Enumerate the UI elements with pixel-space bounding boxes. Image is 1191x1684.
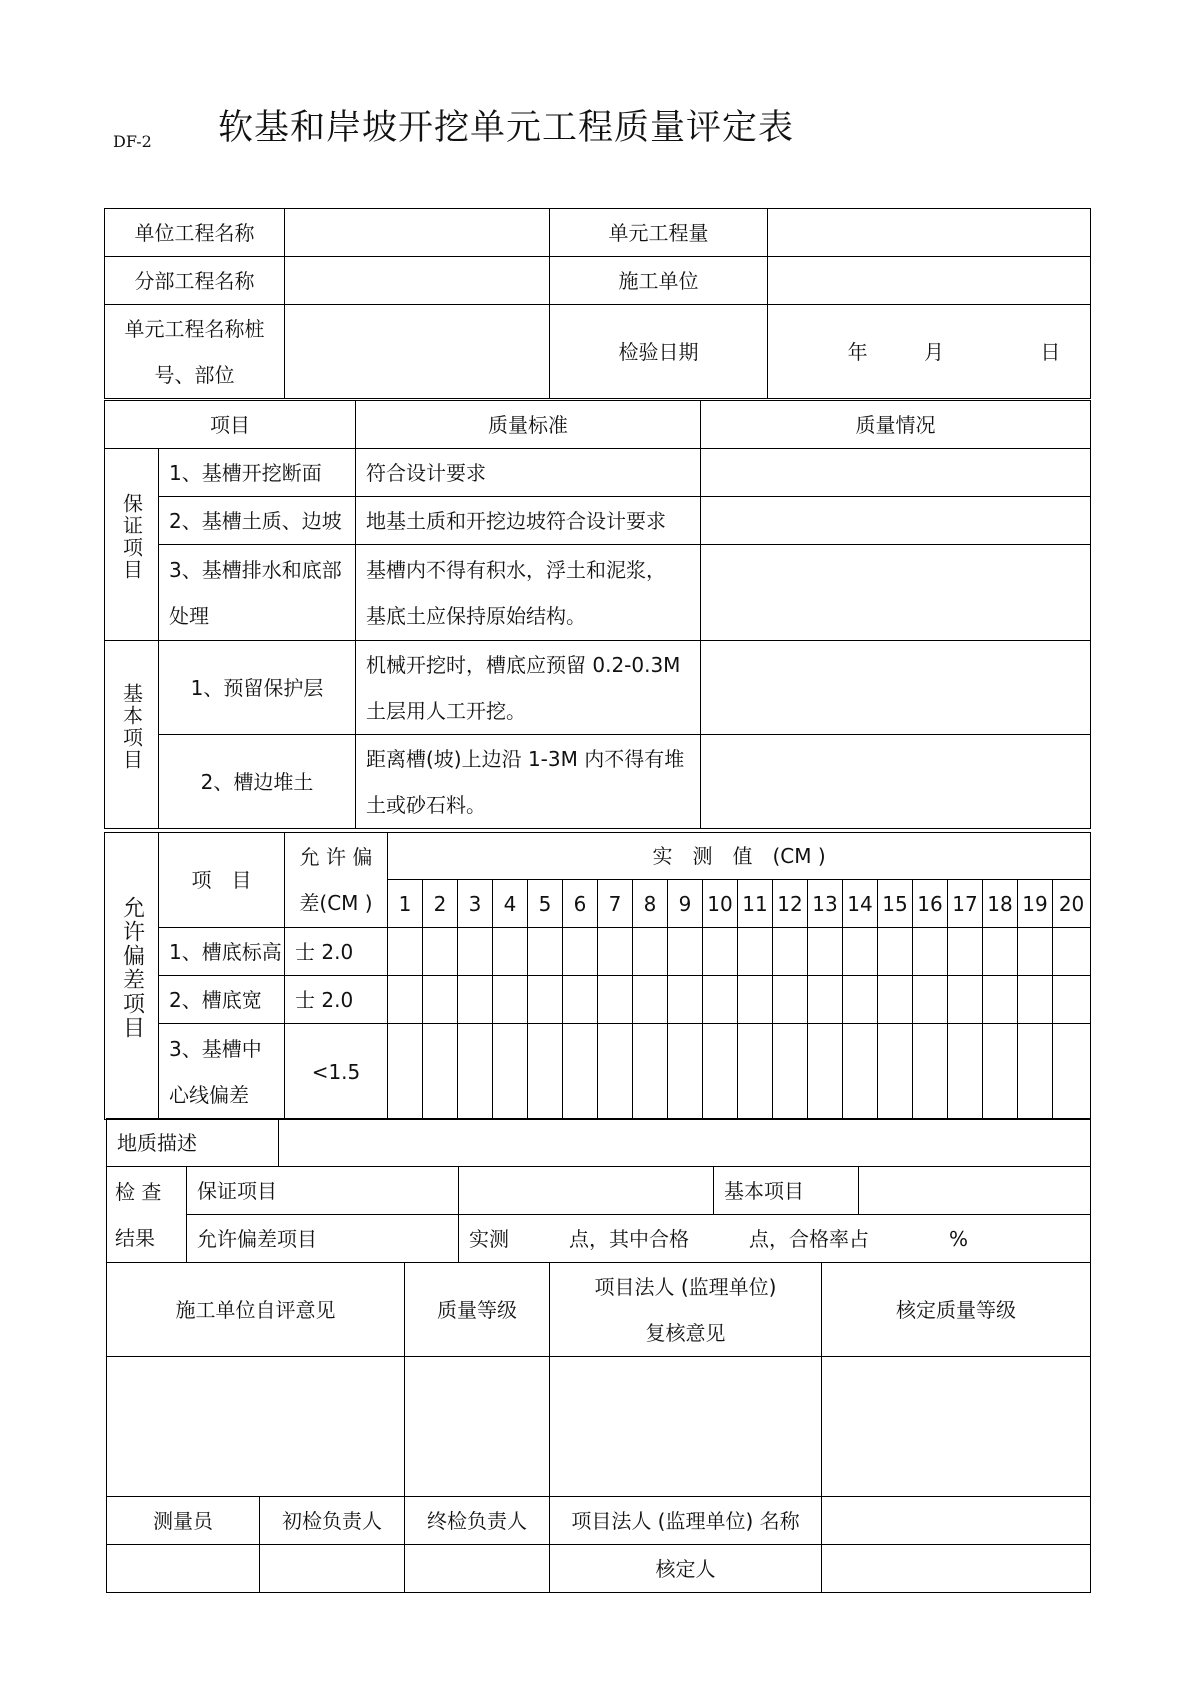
measure-cell[interactable] bbox=[808, 928, 843, 976]
measure-cell[interactable] bbox=[948, 1024, 983, 1120]
measure-cell[interactable] bbox=[493, 928, 528, 976]
criteria-col-standard: 质量标准 bbox=[356, 401, 701, 449]
measure-cell[interactable] bbox=[598, 928, 633, 976]
unit-name-value[interactable] bbox=[285, 305, 550, 399]
construction-unit-value[interactable] bbox=[768, 257, 1091, 305]
measure-cell[interactable] bbox=[878, 928, 913, 976]
quality-grade-label: 质量等级 bbox=[405, 1263, 550, 1357]
self-eval-value[interactable] bbox=[107, 1357, 405, 1497]
measure-number: 19 bbox=[1018, 880, 1053, 928]
guarantee-standard-1: 符合设计要求 bbox=[356, 449, 701, 497]
deviation-col-item: 项 目 bbox=[159, 833, 285, 928]
self-eval-label: 施工单位自评意见 bbox=[107, 1263, 405, 1357]
inspection-date-label: 检验日期 bbox=[550, 305, 768, 399]
measure-cell[interactable] bbox=[1018, 1024, 1053, 1120]
measure-cell[interactable] bbox=[668, 1024, 703, 1120]
measure-cell[interactable] bbox=[458, 976, 493, 1024]
measure-cell[interactable] bbox=[633, 928, 668, 976]
measure-cell[interactable] bbox=[668, 928, 703, 976]
verified-grade-label: 核定质量等级 bbox=[822, 1263, 1091, 1357]
measure-cell[interactable] bbox=[493, 1024, 528, 1120]
basic-standard-2: 距离槽(坡)上边沿 1-3M 内不得有堆 土或砂石料。 bbox=[356, 735, 701, 829]
measure-cell[interactable] bbox=[528, 928, 563, 976]
deviation-col-tolerance: 允 许 偏 差(CM ) bbox=[285, 833, 388, 928]
check-deviation-value: 实测 点，其中合格 点，合格率占 % bbox=[459, 1215, 1091, 1263]
measure-cell[interactable] bbox=[773, 976, 808, 1024]
guarantee-standard-3: 基槽内不得有积水，浮土和泥浆， 基底土应保持原始结构。 bbox=[356, 545, 701, 641]
measure-cell[interactable] bbox=[493, 976, 528, 1024]
measure-cell[interactable] bbox=[423, 1024, 458, 1120]
measure-number: 1 bbox=[388, 880, 423, 928]
signoff-table bbox=[106, 1262, 1091, 1593]
legal-review-value[interactable] bbox=[550, 1357, 822, 1497]
unit-project-name-value[interactable] bbox=[285, 209, 550, 257]
measure-cell[interactable] bbox=[983, 976, 1018, 1024]
unit-quantity-label: 单元工程量 bbox=[550, 209, 768, 257]
geology-label: 地质描述 bbox=[107, 1119, 279, 1167]
measure-cell[interactable] bbox=[983, 1024, 1018, 1120]
measure-cell[interactable] bbox=[633, 1024, 668, 1120]
measure-cell[interactable] bbox=[633, 976, 668, 1024]
deviation-item-2: 2、槽底宽 bbox=[159, 976, 285, 1024]
criteria-col-status: 质量情况 bbox=[701, 401, 1091, 449]
basic-item-2: 2、槽边堆土 bbox=[159, 735, 356, 829]
guarantee-item-2: 2、基槽土质、边坡 bbox=[159, 497, 356, 545]
measure-cell[interactable] bbox=[913, 1024, 948, 1120]
measure-number: 16 bbox=[913, 880, 948, 928]
document-title: 软基和岸坡开挖单元工程质量评定表 bbox=[218, 108, 795, 148]
measure-number: 11 bbox=[738, 880, 773, 928]
unit-name-label: 单元工程名称桩 号、部位 bbox=[105, 305, 285, 399]
measure-cell[interactable] bbox=[1053, 976, 1091, 1024]
guarantee-item-1: 1、基槽开挖断面 bbox=[159, 449, 356, 497]
measure-cell[interactable] bbox=[388, 976, 423, 1024]
measure-cell[interactable] bbox=[1053, 928, 1091, 976]
measure-cell[interactable] bbox=[808, 976, 843, 1024]
guarantee-status-2[interactable] bbox=[701, 497, 1091, 545]
surveyor-value[interactable] bbox=[107, 1545, 260, 1593]
basic-group-label: 基本项目 bbox=[105, 641, 159, 829]
legal-name-label: 项目法人 (监理单位) 名称 bbox=[550, 1497, 822, 1545]
measure-number: 7 bbox=[598, 880, 633, 928]
guarantee-standard-2: 地基土质和开挖边坡符合设计要求 bbox=[356, 497, 701, 545]
check-results-label: 检 查 结果 bbox=[107, 1167, 187, 1263]
measure-cell[interactable] bbox=[948, 976, 983, 1024]
guarantee-status-1[interactable] bbox=[701, 449, 1091, 497]
measure-number: 13 bbox=[808, 880, 843, 928]
final-inspector-label: 终检负责人 bbox=[405, 1497, 550, 1545]
deviation-col-measured: 实 测 值 (CM ) bbox=[388, 833, 1091, 880]
unit-project-name-label: 单位工程名称 bbox=[105, 209, 285, 257]
geology-value[interactable] bbox=[279, 1119, 1091, 1167]
header-table bbox=[104, 208, 1091, 399]
criteria-col-item: 项目 bbox=[105, 401, 356, 449]
measure-cell[interactable] bbox=[388, 1024, 423, 1120]
verifier-value[interactable] bbox=[822, 1545, 1091, 1593]
guarantee-item-3: 3、基槽排水和底部 处理 bbox=[159, 545, 356, 641]
basic-status-1[interactable] bbox=[701, 641, 1091, 735]
deviation-item-3: 3、基槽中 心线偏差 bbox=[159, 1024, 285, 1120]
measure-cell[interactable] bbox=[913, 976, 948, 1024]
legal-review-label: 项目法人 (监理单位) 复核意见 bbox=[550, 1263, 822, 1357]
inspection-date-value[interactable]: 年 月 日 bbox=[768, 305, 1091, 399]
measure-cell[interactable] bbox=[563, 928, 598, 976]
measure-cell[interactable] bbox=[948, 928, 983, 976]
check-deviation-label: 允许偏差项目 bbox=[187, 1215, 459, 1263]
check-guarantee-value[interactable] bbox=[459, 1167, 714, 1215]
measure-cell[interactable] bbox=[878, 1024, 913, 1120]
construction-unit-label: 施工单位 bbox=[550, 257, 768, 305]
unit-quantity-value[interactable] bbox=[768, 209, 1091, 257]
measure-number: 10 bbox=[703, 880, 738, 928]
measure-number: 8 bbox=[633, 880, 668, 928]
measure-cell[interactable] bbox=[983, 928, 1018, 976]
deviation-tolerance-2: 士 2.0 bbox=[285, 976, 388, 1024]
quality-grade-value[interactable] bbox=[405, 1357, 550, 1497]
measure-cell[interactable] bbox=[458, 1024, 493, 1120]
measure-number: 12 bbox=[773, 880, 808, 928]
deviation-tolerance-1: 士 2.0 bbox=[285, 928, 388, 976]
measure-cell[interactable] bbox=[773, 1024, 808, 1120]
initial-inspector-value[interactable] bbox=[260, 1545, 405, 1593]
deviation-group-label: 允许偏差项目 bbox=[105, 833, 159, 1120]
measure-number: 18 bbox=[983, 880, 1018, 928]
measure-cell[interactable] bbox=[913, 928, 948, 976]
measure-cell[interactable] bbox=[808, 1024, 843, 1120]
measure-cell[interactable] bbox=[738, 1024, 773, 1120]
measure-cell[interactable] bbox=[703, 1024, 738, 1120]
measure-number: 5 bbox=[528, 880, 563, 928]
measure-cell[interactable] bbox=[1018, 928, 1053, 976]
measure-number: 15 bbox=[878, 880, 913, 928]
measure-cell[interactable] bbox=[703, 928, 738, 976]
measure-cell[interactable] bbox=[423, 928, 458, 976]
measure-cell[interactable] bbox=[843, 976, 878, 1024]
initial-inspector-label: 初检负责人 bbox=[260, 1497, 405, 1545]
measure-cell[interactable] bbox=[598, 1024, 633, 1120]
branch-project-name-value[interactable] bbox=[285, 257, 550, 305]
criteria-table bbox=[104, 400, 1091, 829]
surveyor-label: 测量员 bbox=[107, 1497, 260, 1545]
measure-number: 9 bbox=[668, 880, 703, 928]
measure-cell[interactable] bbox=[843, 928, 878, 976]
measure-cell[interactable] bbox=[1053, 1024, 1091, 1120]
measure-cell[interactable] bbox=[563, 1024, 598, 1120]
measure-cell[interactable] bbox=[528, 1024, 563, 1120]
final-inspector-value[interactable] bbox=[405, 1545, 550, 1593]
basic-standard-1: 机械开挖时，槽底应预留 0.2-0.3M 土层用人工开挖。 bbox=[356, 641, 701, 735]
measure-number: 6 bbox=[563, 880, 598, 928]
measure-cell[interactable] bbox=[703, 976, 738, 1024]
measure-cell[interactable] bbox=[1018, 976, 1053, 1024]
measure-cell[interactable] bbox=[598, 976, 633, 1024]
measure-number: 3 bbox=[458, 880, 493, 928]
verifier-label: 核定人 bbox=[550, 1545, 822, 1593]
deviation-item-1: 1、槽底标高 bbox=[159, 928, 285, 976]
measure-cell[interactable] bbox=[388, 928, 423, 976]
basic-status-2[interactable] bbox=[701, 735, 1091, 829]
measure-cell[interactable] bbox=[423, 976, 458, 1024]
verified-grade-value[interactable] bbox=[822, 1357, 1091, 1497]
measure-cell[interactable] bbox=[738, 928, 773, 976]
results-table bbox=[106, 1118, 1091, 1263]
deviation-tolerance-3: <1.5 bbox=[285, 1024, 388, 1120]
check-basic-value[interactable] bbox=[859, 1167, 1091, 1215]
measure-number: 2 bbox=[423, 880, 458, 928]
measure-cell[interactable] bbox=[738, 976, 773, 1024]
basic-item-1: 1、预留保护层 bbox=[159, 641, 356, 735]
measure-cell[interactable] bbox=[458, 928, 493, 976]
measure-cell[interactable] bbox=[563, 976, 598, 1024]
guarantee-group-label: 保证项目 bbox=[105, 449, 159, 641]
measure-cell[interactable] bbox=[773, 928, 808, 976]
measure-cell[interactable] bbox=[843, 1024, 878, 1120]
measure-number: 14 bbox=[843, 880, 878, 928]
legal-name-value[interactable] bbox=[822, 1497, 1091, 1545]
measure-cell[interactable] bbox=[528, 976, 563, 1024]
measure-cell[interactable] bbox=[878, 976, 913, 1024]
measure-number: 20 bbox=[1053, 880, 1091, 928]
branch-project-name-label: 分部工程名称 bbox=[105, 257, 285, 305]
measure-number: 17 bbox=[948, 880, 983, 928]
guarantee-status-3[interactable] bbox=[701, 545, 1091, 641]
measure-number: 4 bbox=[493, 880, 528, 928]
deviation-table bbox=[104, 832, 1091, 1120]
measure-cell[interactable] bbox=[668, 976, 703, 1024]
check-guarantee-label: 保证项目 bbox=[187, 1167, 459, 1215]
check-basic-label: 基本项目 bbox=[714, 1167, 859, 1215]
document-code: DF-2 bbox=[113, 132, 152, 151]
